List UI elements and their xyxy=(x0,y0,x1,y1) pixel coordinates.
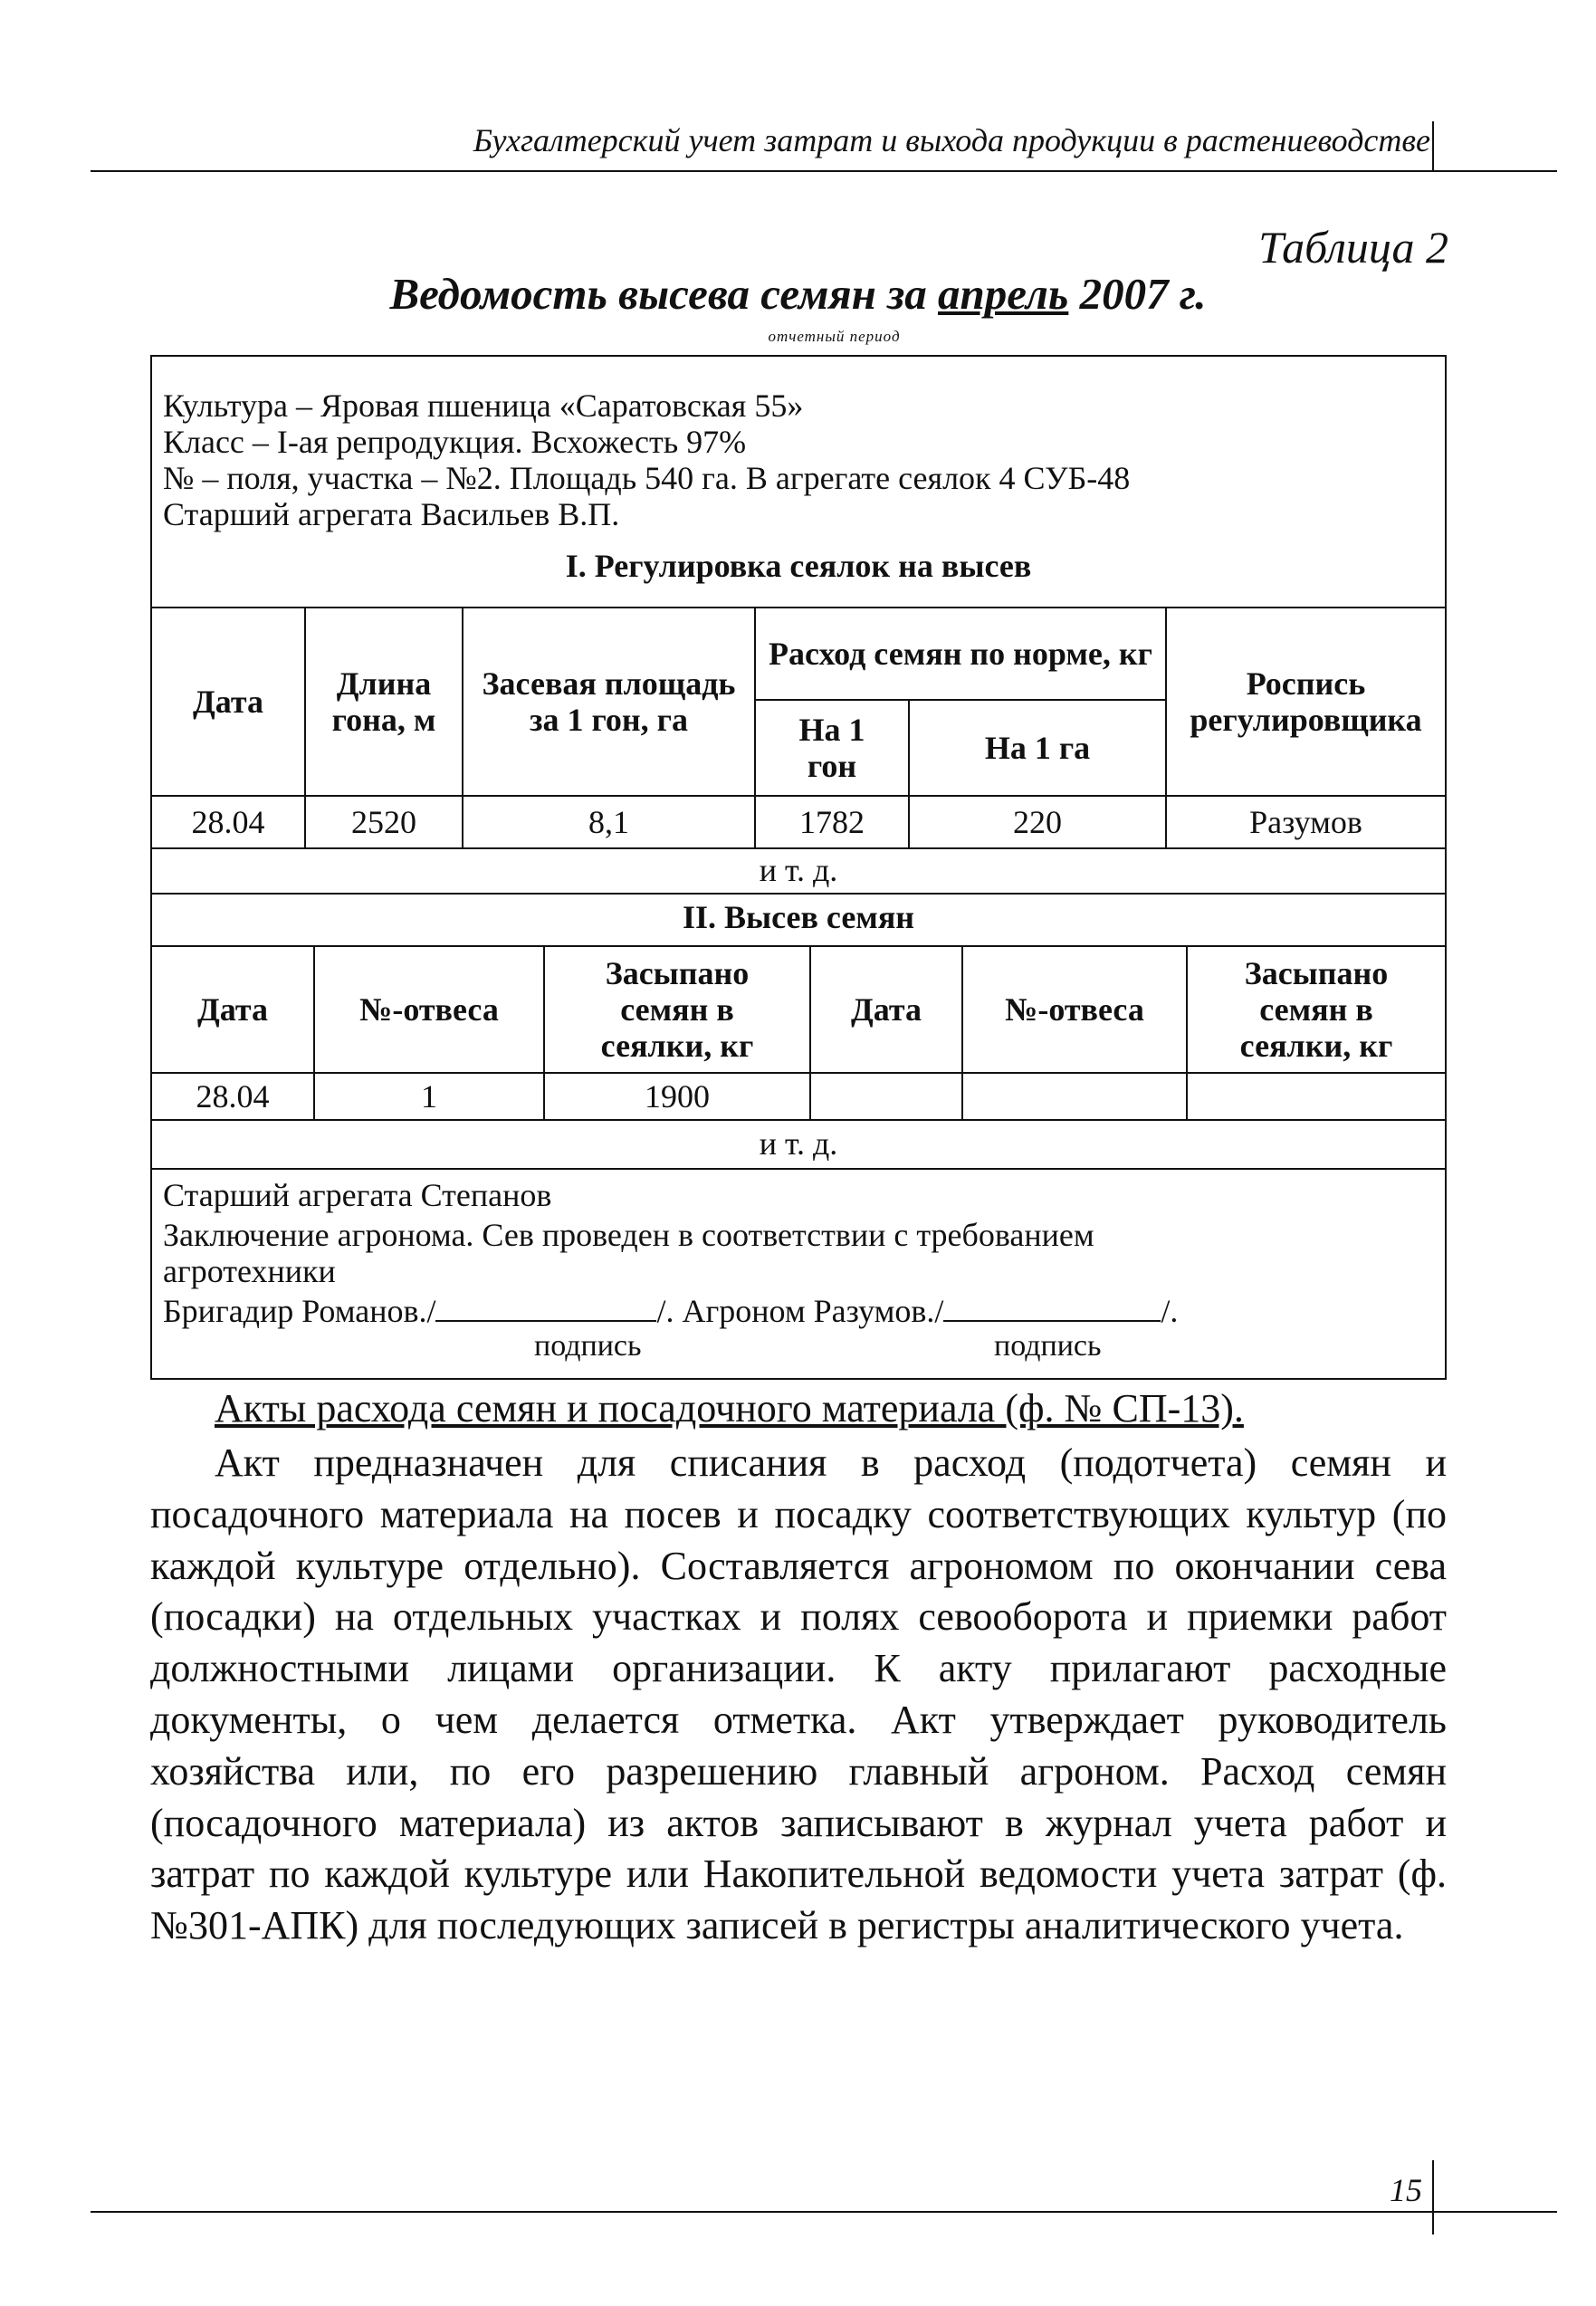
title-prefix: Ведомость высева семян за xyxy=(389,269,927,319)
header-line-culture: Культура – Яровая пшеница «Саратовская 55» xyxy=(163,388,804,424)
table-title xyxy=(0,268,1596,320)
footer-rule-tick xyxy=(1432,2160,1434,2234)
header-line-field: № – поля, участка – №2. Площадь 540 га. В агрегате сеялок 4 СУБ-48 xyxy=(163,460,1131,496)
col2-weigh-number-second: №-отвеса xyxy=(1005,991,1144,1028)
col2-seeds-filled: Засыпано семян в сеялки, кг xyxy=(600,955,754,1064)
footer-top-rule xyxy=(152,1168,1445,1170)
title-period: апрель xyxy=(938,269,1069,319)
footer-conclusion-cont: агротехники xyxy=(163,1253,336,1289)
period-caption: отчетный период xyxy=(768,328,901,345)
signature-end: /. xyxy=(1161,1293,1179,1329)
section2-cell-filled: 1900 xyxy=(645,1078,710,1115)
header-line-class: Класс – I-ая репродукция. Всхожесть 97% xyxy=(163,424,747,460)
col2-date-second: Дата xyxy=(851,991,922,1028)
col-per-ha: На 1 га xyxy=(984,730,1091,766)
header-rule-tick xyxy=(1432,121,1434,172)
section-subheading: Акты расхода семян и посадочного материала (ф. № СП-13). xyxy=(215,1386,1244,1430)
section1-cell-signature: Разумов xyxy=(1249,804,1362,840)
col-date: Дата xyxy=(193,684,263,720)
col2-date: Дата xyxy=(197,991,268,1028)
signature-caption-agronomist: подпись xyxy=(994,1329,1102,1363)
section2-cell-weigh-second xyxy=(963,1074,1186,1119)
section1-cell-per-gon: 1782 xyxy=(799,804,865,840)
section2-cell-weigh: 1 xyxy=(421,1078,437,1115)
brigadier-label: Бригадир Романов./ xyxy=(163,1293,436,1329)
section2-title-top-rule xyxy=(152,893,1445,895)
col-gon-length: Длина гона, м xyxy=(331,665,436,738)
col-per-gon: На 1 гон xyxy=(798,712,865,784)
section1-cell-area: 8,1 xyxy=(588,804,629,840)
col-signature: Роспись регулировщика xyxy=(1190,665,1422,738)
col-sown-area: Засевая площадь за 1 гон, га xyxy=(482,665,736,738)
col2-seeds-filled-second: Засыпано семян в сеялки, кг xyxy=(1239,955,1393,1064)
col-rate-group: Расход семян по норме, кг xyxy=(769,636,1152,672)
section2-cell-filled-second xyxy=(1188,1074,1445,1119)
signature-caption-brigadier: подпись xyxy=(534,1329,642,1363)
title-suffix: 2007 г. xyxy=(1079,269,1207,319)
brigadier-signature-line xyxy=(435,1293,656,1322)
section2-title: II. Высев семян xyxy=(682,899,915,935)
col2-weigh-number: №-отвеса xyxy=(359,991,499,1028)
section1-cell-per-ha: 220 xyxy=(1013,804,1062,840)
section1-title: I. Регулировка сеялок на высев xyxy=(565,548,1032,584)
section1-cell-length: 2520 xyxy=(351,804,416,840)
section1-etc: и т. д. xyxy=(759,852,838,888)
agronomist-signature-line xyxy=(943,1293,1161,1322)
section2-cell-date-second xyxy=(811,1074,961,1119)
header-rule xyxy=(91,170,1557,172)
body-text xyxy=(150,1438,1447,1952)
page-number: 15 xyxy=(1390,2172,1422,2208)
agronomist-label: /. Агроном Разумов./ xyxy=(656,1293,944,1329)
header-line-senior: Старший агрегата Васильев В.П. xyxy=(163,496,620,532)
section2-etc: и т. д. xyxy=(759,1125,838,1162)
footer-rule xyxy=(91,2211,1557,2213)
section1-cell-date: 28.04 xyxy=(191,804,265,840)
body-paragraph: Акт предназначен для списания в расход (подотчета) семян и посадочного материала на посев и посадку соответствующих культур (по каждой культуре отдельно). Составляется агрономом по окончании сева (посадки) на отдельных участках и полях севооборота и приемки работ должностными лицами организации. К акту прилагают расходные документы, о чем делается отметка. Акт утверждает руководитель хозяйства или, по его разрешению главный агроном. Расход семян (посадочного материала) из актов записывают в журнал учета работ и затрат по каждой культуре или Накопительной ведомости учета затрат (ф. №301-АПК) для последующих записей в регистры аналитического учета. xyxy=(150,1440,1447,1948)
seed-sowing-form xyxy=(150,355,1447,1380)
footer-signatures xyxy=(163,1293,1178,1329)
footer-conclusion: Заключение агронома. Сев проведен в соответствии с требованием xyxy=(163,1217,1094,1253)
section2-cell-date: 28.04 xyxy=(196,1078,270,1115)
table-label: Таблица 2 xyxy=(1258,222,1448,273)
running-head: Бухгалтерский учет затрат и выхода продукции в растениеводстве xyxy=(473,122,1430,158)
footer-senior: Старший агрегата Степанов xyxy=(163,1177,552,1213)
